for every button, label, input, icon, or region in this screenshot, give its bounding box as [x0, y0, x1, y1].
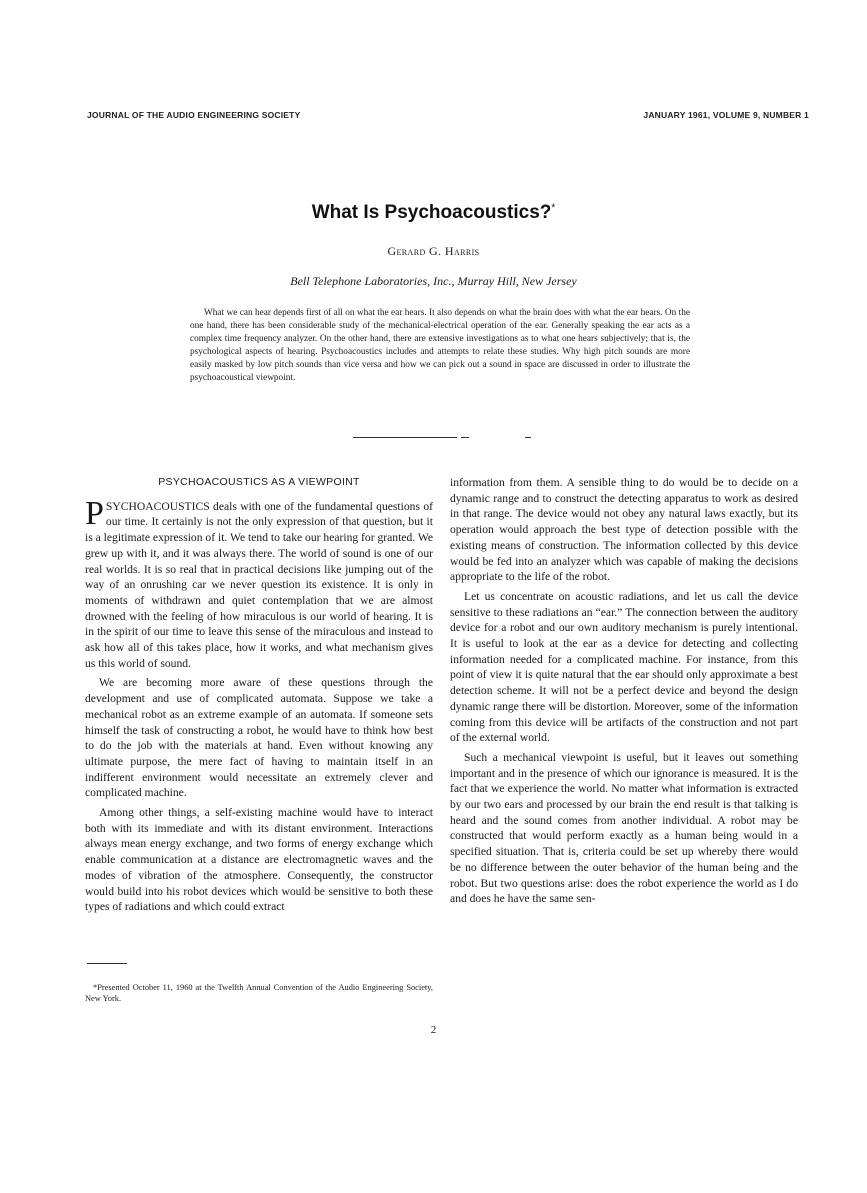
left-column [85, 475, 433, 919]
paragraph-1-text: deals with one of the fundamental questions of our time. It certainly is not the only expression of that question, but it is a legitimate expression of it. We tend to take our hearing for granted. We grew up with it, and it was always there. The world of sound is one of our real worlds. It is so real that in practical decisions like jumping out of the way of an onrushing car we never question its existence. It is only in moments of withdrawn and quiet contemplation that we are almost drowned with the feeling of how miraculous is our world of hearing. It is in the spirit of our time to leave this sense of the miraculous and instead to ask how all of this takes place, how it works, and what mechanism gives us this world of sound. [85, 499, 433, 670]
paragraph-5: Such a mechanical viewpoint is useful, but it leaves out something important and in the presence of which our ignorance is measured. It is the fact that we experience the world. No matter what information is extracted by our two ears and processed by our brain the end result is that talking is heard and the sound comes from another individual. A robot may be constructed that would perform exactly as a human being would in a specified situation. That is, criteria could be set up whereby there would be no difference between the outer behavior of the human being and the robot. But two questions arise: does the robot experience the world as I do and does he have the same sen- [450, 750, 798, 906]
paragraph-4: Let us concentrate on acoustic radiations, and let us call the device sensitive to these radiations an “ear.” The connection between the auditory device for a robot and our own auditory mechanism is purely intentional. It is useful to look at the ear as a device for detecting and collecting information needed for a complicated machine. For instance, from this point of view it is quite natural that the ear should only approximate a best detection scheme. It will not be a perfect device and beyond the design dynamic range there will be distortion. Moreover, some of the information coming from this device will be artifacts of the construction and not part of the external world. [450, 589, 798, 745]
separator-rule [353, 437, 457, 438]
paragraph-3: Among other things, a self-existing machine would have to interact both with its immediate and with its distant environment. Interactions always mean energy exchange, and two forms of energy exchange which enable communication at a distance are electromagnetic waves and the modes of vibration of the atmosphere. Consequently, the constructor would build into his robot devices which would be sensitive to both these types of radiations and which could extract [85, 806, 433, 914]
paragraph-1 [85, 494, 433, 672]
paragraph-2: We are becoming more aware of these questions through the development and use of complicated automata. Suppose we take a mechanical robot as an extreme example of an automata. If someone sets himself the task of constructing a robot, he would have to think how best to do the job with the materials at hand. Even without knowing any ultimate purpose, the mere fact of having to maintain itself in an indifferent environment would necessitate an extremely clever and complicated machine. [85, 676, 433, 800]
abstract: What we can hear depends first of all on what the ear hears. It also depends on what the brain does with what the ear hears. On the one hand, there has been considerable study of the mechanical-electrical operation of the ear. Generally speaking the ear acts as a complex time frequency analyzer. On the other hand, there are extensive investigations as to what one hears subjectively; that is, the psychological aspects of hearing. Psychoacoustics includes and attempts to relate these studies. Why high pitch sounds are more easily masked by low pitch sounds than vice versa and how we can pick out a sound in space are discussed in order to illustrate the psychoacoustical viewpoint. [190, 308, 690, 383]
drop-cap: P [85, 494, 104, 532]
author-affiliation: Bell Telephone Laboratories, Inc., Murray Hill, New Jersey [290, 274, 577, 288]
issue-info: JANUARY 1961, VOLUME 9, NUMBER 1 [643, 110, 809, 120]
right-column [450, 475, 798, 911]
page-number: 2 [430, 1024, 437, 1036]
section-heading: PSYCHOACOUSTICS AS A VIEWPOINT [158, 476, 360, 488]
footnote: *Presented October 11, 1960 at the Twelfth Annual Convention of the Audio Engineering Society, New York. [85, 983, 433, 1003]
journal-name: JOURNAL OF THE AUDIO ENGINEERING SOCIETY [87, 110, 301, 120]
title-footnote-mark: * [551, 202, 556, 214]
separator-rule-short [461, 437, 469, 438]
author-name: Gerard G. Harris [387, 244, 480, 258]
lead-words: SYCHOACOUSTICS [105, 499, 210, 513]
footnote-rule [87, 963, 127, 964]
separator-rule-dot [525, 437, 531, 438]
article-title [0, 202, 867, 224]
title-text: What Is Psychoacoustics? [311, 202, 552, 223]
paragraph-3-continued: information from them. A sensible thing to do would be to decide on a dynamic range and to construct the detecting apparatus to work as desired in that range. The device would not obey any natural laws exactly, but its operation would approach the best type of detection possible with the existing means of construction. The information collected by this device would be fed into an analyzer which was capable of making the decisions appropriate to the life of the robot. [450, 476, 798, 584]
